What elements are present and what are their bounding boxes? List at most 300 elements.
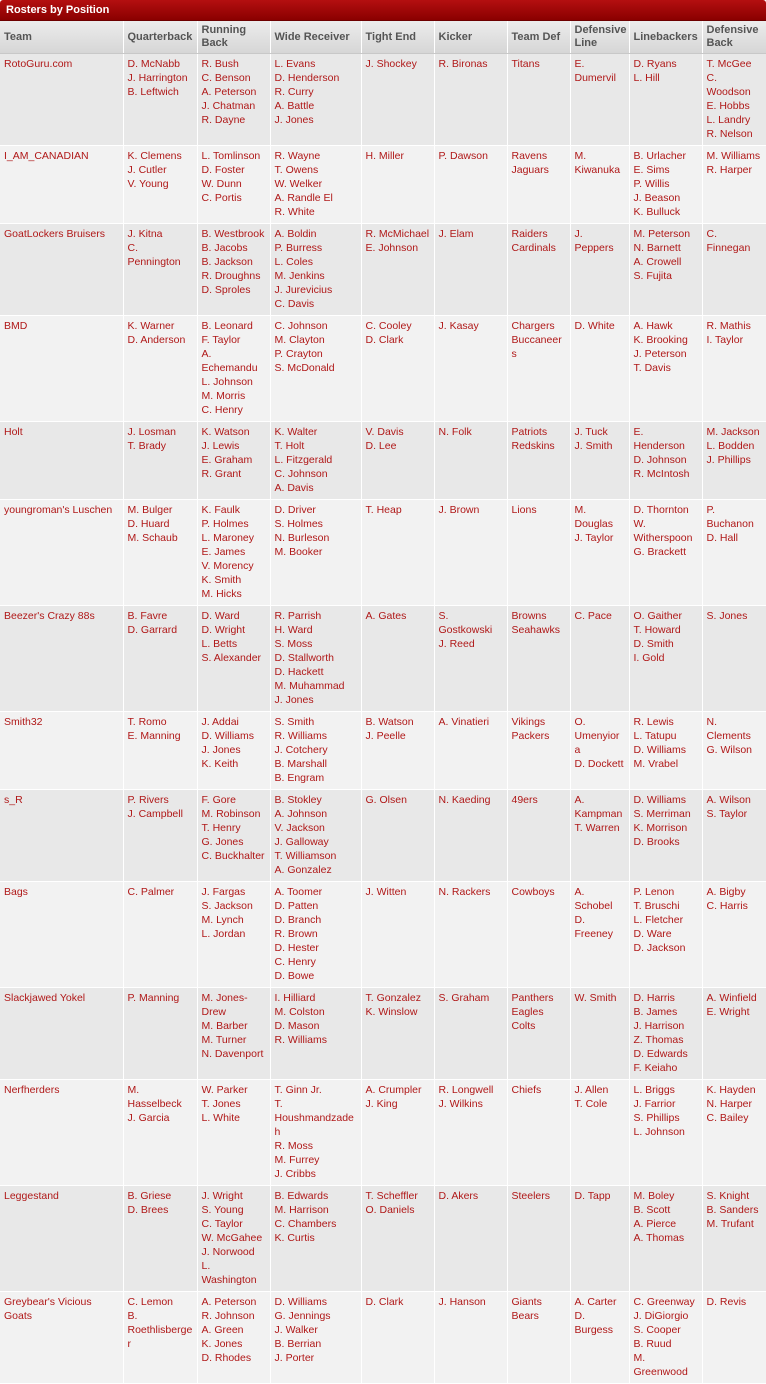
player-link[interactable]: J. Cutler — [127, 164, 167, 176]
player-link[interactable]: B. Watson — [365, 716, 414, 728]
player-link[interactable]: I. Hilliard — [274, 992, 316, 1004]
player-link[interactable]: B. Roethlisberger — [127, 1310, 193, 1350]
player-link[interactable]: M. Morris — [201, 390, 246, 402]
player-link[interactable]: T. Owens — [274, 164, 319, 176]
player-link[interactable]: P. Burress — [274, 242, 323, 254]
player-link[interactable]: A. Hawk — [633, 320, 673, 332]
player-link[interactable]: E. Sims — [633, 164, 670, 176]
player-link[interactable]: K. Hayden — [706, 1084, 756, 1096]
player-link[interactable]: J. Jones — [274, 694, 314, 706]
player-link[interactable]: J. Jones — [201, 744, 241, 756]
player-link[interactable]: J. Harrington — [127, 72, 188, 84]
player-link[interactable]: M. Jenkins — [274, 270, 325, 282]
player-link[interactable]: C. Palmer — [127, 886, 175, 898]
player-link[interactable]: D. Patten — [274, 900, 319, 912]
team-def-link[interactable]: Raiders — [511, 228, 548, 240]
player-link[interactable]: J. Peppers — [574, 228, 614, 254]
player-link[interactable]: B. Jacobs — [201, 242, 248, 254]
player-link[interactable]: P. Buchanon — [706, 504, 754, 530]
player-link[interactable]: N. Harper — [706, 1098, 753, 1110]
player-link[interactable]: M. Douglas — [574, 504, 614, 530]
player-link[interactable]: M. Harrison — [274, 1204, 329, 1216]
player-link[interactable]: D. Johnson — [633, 454, 687, 466]
player-link[interactable]: T. Gonzalez — [365, 992, 421, 1004]
player-link[interactable]: K. Brooking — [633, 334, 688, 346]
player-link[interactable]: D. Sproles — [201, 284, 251, 296]
player-link[interactable]: M. Peterson — [633, 228, 691, 240]
player-link[interactable]: L. Briggs — [633, 1084, 675, 1096]
player-link[interactable]: J. Shockey — [365, 58, 417, 70]
player-link[interactable]: T. Davis — [633, 362, 671, 374]
player-link[interactable]: A. Davis — [274, 482, 314, 494]
player-link[interactable]: K. Morrison — [633, 822, 688, 834]
player-link[interactable]: D. Huard — [127, 518, 170, 530]
player-link[interactable]: A. Schobel — [574, 886, 613, 912]
player-link[interactable]: S. Holmes — [274, 518, 323, 530]
player-link[interactable]: T. Williamson — [274, 850, 337, 862]
player-link[interactable]: T. Bruschi — [633, 900, 680, 912]
player-link[interactable]: R. Williams — [274, 730, 327, 742]
player-link[interactable]: H. Ward — [274, 624, 313, 636]
player-link[interactable]: L. Betts — [201, 638, 238, 650]
player-link[interactable]: C. Johnson — [274, 468, 328, 480]
player-link[interactable]: J. Campbell — [127, 808, 183, 820]
player-link[interactable]: M. Trufant — [706, 1218, 754, 1230]
team-def-link[interactable]: Vikings — [511, 716, 546, 728]
player-link[interactable]: J. Brown — [438, 504, 480, 516]
player-link[interactable]: E. Graham — [201, 454, 253, 466]
player-link[interactable]: A. Carter — [574, 1296, 617, 1308]
player-link[interactable]: B. Edwards — [274, 1190, 329, 1202]
player-link[interactable]: P. Lenon — [633, 886, 675, 898]
team-def-link[interactable]: Bears — [511, 1310, 539, 1322]
player-link[interactable]: C. Portis — [201, 192, 242, 204]
player-link[interactable]: R. Bush — [201, 58, 239, 70]
player-link[interactable]: S. Alexander — [201, 652, 262, 664]
player-link[interactable]: J. Peterson — [633, 348, 687, 360]
team-link[interactable]: Beezer's Crazy 88s — [4, 610, 95, 622]
player-link[interactable]: S. Fujita — [633, 270, 673, 282]
player-link[interactable]: S. Jones — [706, 610, 748, 622]
player-link[interactable]: S. Phillips — [633, 1112, 680, 1124]
player-link[interactable]: K. Warner — [127, 320, 175, 332]
player-link[interactable]: M. Turner — [201, 1034, 247, 1046]
player-link[interactable]: O. Umenyiora — [574, 716, 620, 756]
team-def-link[interactable]: Titans — [511, 58, 540, 70]
player-link[interactable]: D. Hester — [274, 942, 319, 954]
player-link[interactable]: D. Thornton — [633, 504, 689, 516]
player-link[interactable]: J. Wilkins — [438, 1098, 483, 1110]
player-link[interactable]: M. Vrabel — [633, 758, 679, 770]
player-link[interactable]: A. Kampman — [574, 794, 623, 820]
player-link[interactable]: C. Finnegan — [706, 228, 751, 254]
player-link[interactable]: M. Lynch — [201, 914, 244, 926]
team-link[interactable]: RotoGuru.com — [4, 58, 73, 70]
player-link[interactable]: B. Leonard — [201, 320, 253, 332]
player-link[interactable]: D. Freeney — [574, 914, 614, 940]
player-link[interactable]: A. Randle El — [274, 192, 333, 204]
player-link[interactable]: J. King — [365, 1098, 398, 1110]
player-link[interactable]: J. Taylor — [574, 532, 614, 544]
team-def-link[interactable]: Cowboys — [511, 886, 555, 898]
player-link[interactable]: T. Cole — [574, 1098, 608, 1110]
player-link[interactable]: D. Hackett — [274, 666, 324, 678]
player-link[interactable]: R. McMichael — [365, 228, 430, 240]
player-link[interactable]: L. White — [201, 1112, 241, 1124]
player-link[interactable]: J. Cribbs — [274, 1168, 316, 1180]
team-def-link[interactable]: Patriots — [511, 426, 548, 438]
player-link[interactable]: M. Boley — [633, 1190, 675, 1202]
player-link[interactable]: P. Manning — [127, 992, 180, 1004]
player-link[interactable]: G. Jennings — [274, 1310, 331, 1322]
player-link[interactable]: L. Evans — [274, 58, 316, 70]
player-link[interactable]: C. Cooley — [365, 320, 412, 332]
player-link[interactable]: W. McGahee — [201, 1232, 263, 1244]
player-link[interactable]: B. Stokley — [274, 794, 322, 806]
team-def-link[interactable]: Colts — [511, 1020, 536, 1032]
player-link[interactable]: T. Howard — [633, 624, 681, 636]
player-link[interactable]: R. Wayne — [274, 150, 321, 162]
player-link[interactable]: R. Harper — [706, 164, 753, 176]
player-link[interactable]: J. DiGiorgio — [633, 1310, 689, 1322]
player-link[interactable]: F. Keiaho — [633, 1062, 678, 1074]
player-link[interactable]: A. Battle — [274, 100, 315, 112]
player-link[interactable]: E. Wright — [706, 1006, 750, 1018]
player-link[interactable]: L. Jordan — [201, 928, 246, 940]
player-link[interactable]: D. Harris — [633, 992, 675, 1004]
player-link[interactable]: B. Jackson — [201, 256, 253, 268]
player-link[interactable]: B. Scott — [633, 1204, 671, 1216]
player-link[interactable]: J. Walker — [274, 1324, 318, 1336]
player-link[interactable]: C. Bailey — [706, 1112, 749, 1124]
team-link[interactable]: I_AM_CANADIAN — [4, 150, 89, 162]
player-link[interactable]: C. Johnson — [274, 320, 328, 332]
player-link[interactable]: D. Williams — [633, 744, 686, 756]
player-link[interactable]: E. Dumervil — [574, 58, 616, 84]
team-def-link[interactable]: Eagles — [511, 1006, 544, 1018]
player-link[interactable]: J. Galloway — [274, 836, 329, 848]
player-link[interactable]: J. Peelle — [365, 730, 406, 742]
player-link[interactable]: J. Witten — [365, 886, 407, 898]
player-link[interactable]: D. Rhodes — [201, 1352, 252, 1364]
player-link[interactable]: W. Parker — [201, 1084, 248, 1096]
player-link[interactable]: M. Jackson — [706, 426, 760, 438]
player-link[interactable]: D. Tapp — [574, 1190, 611, 1202]
team-link[interactable]: Nerfherders — [4, 1084, 60, 1096]
player-link[interactable]: J. Reed — [438, 638, 475, 650]
player-link[interactable]: P. Crayton — [274, 348, 323, 360]
player-link[interactable]: R. Curry — [274, 86, 314, 98]
player-link[interactable]: M. Bulger — [127, 504, 173, 516]
player-link[interactable]: B. Westbrook — [201, 228, 265, 240]
team-def-link[interactable]: Chiefs — [511, 1084, 542, 1096]
player-link[interactable]: M. Colston — [274, 1006, 325, 1018]
player-link[interactable]: B. Berrian — [274, 1338, 322, 1350]
team-link[interactable]: youngroman's Luschen — [4, 504, 113, 516]
team-def-link[interactable]: Ravens — [511, 150, 548, 162]
player-link[interactable]: K. Walter — [274, 426, 318, 438]
player-link[interactable]: T. Jones — [201, 1098, 241, 1110]
player-link[interactable]: W. Witherspoon — [633, 518, 693, 544]
team-def-link[interactable]: Packers — [511, 730, 550, 742]
player-link[interactable]: V. Davis — [365, 426, 404, 438]
player-link[interactable]: R. Brown — [274, 928, 318, 940]
player-link[interactable]: B. James — [633, 1006, 678, 1018]
team-def-link[interactable]: Buccaneers — [511, 334, 562, 360]
player-link[interactable]: D. Ryans — [633, 58, 677, 70]
player-link[interactable]: D. Henderson — [274, 72, 340, 84]
player-link[interactable]: D. Smith — [633, 638, 674, 650]
player-link[interactable]: M. Hicks — [201, 588, 242, 600]
player-link[interactable]: J. Porter — [274, 1352, 315, 1364]
player-link[interactable]: P. Dawson — [438, 150, 488, 162]
player-link[interactable]: S. Knight — [706, 1190, 750, 1202]
player-link[interactable]: J. Kasay — [438, 320, 479, 332]
player-link[interactable]: D. Akers — [438, 1190, 479, 1202]
player-link[interactable]: A. Green — [201, 1324, 244, 1336]
player-link[interactable]: A. Crumpler — [365, 1084, 422, 1096]
player-link[interactable]: P. Rivers — [127, 794, 169, 806]
player-link[interactable]: N. Burleson — [274, 532, 330, 544]
player-link[interactable]: T. Warren — [574, 822, 620, 834]
player-link[interactable]: D. White — [574, 320, 615, 332]
player-link[interactable]: R. Parrish — [274, 610, 322, 622]
player-link[interactable]: J. Jurevicius — [274, 284, 333, 296]
player-link[interactable]: J. Elam — [438, 228, 474, 240]
player-link[interactable]: L. Johnson — [633, 1126, 685, 1138]
team-def-link[interactable]: Panthers — [511, 992, 554, 1004]
player-link[interactable]: S. Merriman — [633, 808, 691, 820]
player-link[interactable]: S. McDonald — [274, 362, 335, 374]
player-link[interactable]: K. Keith — [201, 758, 239, 770]
player-link[interactable]: C. Pace — [574, 610, 612, 622]
player-link[interactable]: D. Hall — [706, 532, 739, 544]
player-link[interactable]: J. Kitna — [127, 228, 163, 240]
player-link[interactable]: S. Moss — [274, 638, 313, 650]
player-link[interactable]: P. Holmes — [201, 518, 249, 530]
player-link[interactable]: T. McGee — [706, 58, 752, 70]
player-link[interactable]: W. Welker — [274, 178, 323, 190]
team-def-link[interactable]: Chargers — [511, 320, 555, 332]
team-link[interactable]: Bags — [4, 886, 28, 898]
player-link[interactable]: D. Clark — [365, 1296, 404, 1308]
player-link[interactable]: D. Revis — [706, 1296, 747, 1308]
player-link[interactable]: T. Romo — [127, 716, 167, 728]
player-link[interactable]: B. Ruud — [633, 1338, 672, 1350]
player-link[interactable]: G. Olsen — [365, 794, 407, 806]
player-link[interactable]: A. Vinatieri — [438, 716, 490, 728]
player-link[interactable]: D. Driver — [274, 504, 316, 516]
player-link[interactable]: A. Peterson — [201, 1296, 257, 1308]
team-link[interactable]: s_R — [4, 794, 23, 806]
player-link[interactable]: J. Norwood — [201, 1246, 255, 1258]
player-link[interactable]: D. Foster — [201, 164, 245, 176]
player-link[interactable]: K. Jones — [201, 1338, 243, 1350]
player-link[interactable]: N. Rackers — [438, 886, 491, 898]
player-link[interactable]: N. Kaeding — [438, 794, 491, 806]
player-link[interactable]: T. Holt — [274, 440, 305, 452]
player-link[interactable]: G. Jones — [201, 836, 244, 848]
player-link[interactable]: A. Toomer — [274, 886, 323, 898]
player-link[interactable]: J. Chatman — [201, 100, 256, 112]
team-def-link[interactable]: Seahawks — [511, 624, 560, 636]
player-link[interactable]: E. Henderson — [633, 426, 685, 452]
player-link[interactable]: C. Lemon — [127, 1296, 174, 1308]
player-link[interactable]: R. Longwell — [438, 1084, 494, 1096]
team-link[interactable]: Leggestand — [4, 1190, 59, 1202]
player-link[interactable]: C. Greenway — [633, 1296, 695, 1308]
player-link[interactable]: A. Thomas — [633, 1232, 685, 1244]
player-link[interactable]: J. Beason — [633, 192, 681, 204]
team-link[interactable]: Smith32 — [4, 716, 43, 728]
player-link[interactable]: R. McIntosh — [633, 468, 690, 480]
team-def-link[interactable]: Giants — [511, 1296, 542, 1308]
player-link[interactable]: C. Henry — [201, 404, 243, 416]
player-link[interactable]: M. Muhammad — [274, 680, 345, 692]
player-link[interactable]: L. Bodden — [706, 440, 755, 452]
player-link[interactable]: P. Willis — [633, 178, 670, 190]
player-link[interactable]: C. Henry — [274, 956, 316, 968]
player-link[interactable]: J. Allen — [574, 1084, 609, 1096]
player-link[interactable]: C. Benson — [201, 72, 251, 84]
player-link[interactable]: V. Jackson — [274, 822, 325, 834]
player-link[interactable]: S. Smith — [274, 716, 315, 728]
player-link[interactable]: I. Gold — [633, 652, 665, 664]
player-link[interactable]: R. Mathis — [706, 320, 751, 332]
player-link[interactable]: A. Peterson — [201, 86, 257, 98]
player-link[interactable]: R. Nelson — [706, 128, 753, 140]
player-link[interactable]: D. Brees — [127, 1204, 169, 1216]
player-link[interactable]: D. Ward — [201, 610, 240, 622]
player-link[interactable]: O. Gaither — [633, 610, 682, 622]
player-link[interactable]: S. Graham — [438, 992, 490, 1004]
player-link[interactable]: D. Williams — [274, 1296, 327, 1308]
player-link[interactable]: L. Maroney — [201, 532, 255, 544]
player-link[interactable]: A. Boldin — [274, 228, 317, 240]
player-link[interactable]: D. Branch — [274, 914, 322, 926]
player-link[interactable]: D. Ware — [633, 928, 672, 940]
player-link[interactable]: C. Pennington — [127, 242, 181, 268]
player-link[interactable]: C. Buckhalter — [201, 850, 265, 862]
player-link[interactable]: D. Dockett — [574, 758, 624, 770]
player-link[interactable]: A. Gates — [365, 610, 407, 622]
player-link[interactable]: R. Lewis — [633, 716, 674, 728]
player-link[interactable]: I. Taylor — [706, 334, 744, 346]
player-link[interactable]: D. Bowe — [274, 970, 315, 982]
player-link[interactable]: J. Wright — [201, 1190, 243, 1202]
player-link[interactable]: R. Johnson — [201, 1310, 255, 1322]
player-link[interactable]: S. Jackson — [201, 900, 253, 912]
player-link[interactable]: A. Johnson — [274, 808, 328, 820]
player-link[interactable]: C. Woodson — [706, 72, 751, 98]
player-link[interactable]: M. Barber — [201, 1020, 248, 1032]
player-link[interactable]: C. Taylor — [201, 1218, 243, 1230]
player-link[interactable]: E. Manning — [127, 730, 181, 742]
player-link[interactable]: J. Harrison — [633, 1020, 685, 1032]
player-link[interactable]: D. Garrard — [127, 624, 178, 636]
player-link[interactable]: D. Brooks — [633, 836, 680, 848]
player-link[interactable]: B. Urlacher — [633, 150, 687, 162]
player-link[interactable]: D. McNabb — [127, 58, 181, 70]
player-link[interactable]: N. Folk — [438, 426, 472, 438]
player-link[interactable]: T. Houshmandzadeh — [274, 1098, 354, 1138]
player-link[interactable]: F. Taylor — [201, 334, 241, 346]
player-link[interactable]: D. Mason — [274, 1020, 320, 1032]
player-link[interactable]: L. Tomlinson — [201, 150, 261, 162]
player-link[interactable]: B. Griese — [127, 1190, 172, 1202]
player-link[interactable]: J. Losman — [127, 426, 176, 438]
player-link[interactable]: L. Fitzgerald — [274, 454, 333, 466]
team-def-link[interactable]: Cardinals — [511, 242, 556, 254]
player-link[interactable]: S. Cooper — [633, 1324, 681, 1336]
player-link[interactable]: K. Smith — [201, 574, 242, 586]
player-link[interactable]: S. Gostkowski — [438, 610, 493, 636]
player-link[interactable]: C. Chambers — [274, 1218, 337, 1230]
player-link[interactable]: M. Hasselbeck — [127, 1084, 182, 1110]
player-link[interactable]: L. Landry — [706, 114, 751, 126]
player-link[interactable]: L. Coles — [274, 256, 314, 268]
player-link[interactable]: K. Faulk — [201, 504, 241, 516]
team-link[interactable]: Holt — [4, 426, 23, 438]
player-link[interactable]: D. Lee — [365, 440, 397, 452]
player-link[interactable]: E. Johnson — [365, 242, 419, 254]
team-link[interactable]: GoatLockers Bruisers — [4, 228, 105, 240]
player-link[interactable]: N. Davenport — [201, 1048, 264, 1060]
player-link[interactable]: J. Fargas — [201, 886, 246, 898]
player-link[interactable]: B. Sanders — [706, 1204, 759, 1216]
player-link[interactable]: G. Brackett — [633, 546, 687, 558]
player-link[interactable]: A. Echemandu — [201, 348, 258, 374]
player-link[interactable]: S. Taylor — [706, 808, 748, 820]
player-link[interactable]: B. Marshall — [274, 758, 328, 770]
player-link[interactable]: J. Cotchery — [274, 744, 328, 756]
player-link[interactable]: J. Tuck — [574, 426, 608, 438]
player-link[interactable]: J. Jones — [274, 114, 314, 126]
player-link[interactable]: A. Pierce — [633, 1218, 677, 1230]
player-link[interactable]: B. Leftwich — [127, 86, 179, 98]
player-link[interactable]: M. Schaub — [127, 532, 178, 544]
player-link[interactable]: R. Williams — [274, 1034, 327, 1046]
player-link[interactable]: R. White — [274, 206, 315, 218]
team-def-link[interactable]: 49ers — [511, 794, 538, 806]
player-link[interactable]: R. Bironas — [438, 58, 488, 70]
player-link[interactable]: L. Washington — [201, 1260, 257, 1286]
player-link[interactable]: E. Hobbs — [706, 100, 750, 112]
player-link[interactable]: S. Young — [201, 1204, 244, 1216]
player-link[interactable]: A. Wilson — [706, 794, 751, 806]
player-link[interactable]: M. Booker — [274, 546, 323, 558]
player-link[interactable]: K. Bulluck — [633, 206, 681, 218]
team-def-link[interactable]: Redskins — [511, 440, 555, 452]
player-link[interactable]: A. Gonzalez — [274, 864, 332, 876]
player-link[interactable]: M. Jones-Drew — [201, 992, 248, 1018]
player-link[interactable]: A. Crowell — [633, 256, 682, 268]
player-link[interactable]: D. Anderson — [127, 334, 186, 346]
player-link[interactable]: F. Gore — [201, 794, 236, 806]
player-link[interactable]: K. Clemens — [127, 150, 182, 162]
player-link[interactable]: W. Smith — [574, 992, 617, 1004]
player-link[interactable]: B. Favre — [127, 610, 168, 622]
player-link[interactable]: D. Clark — [365, 334, 404, 346]
player-link[interactable]: D. Williams — [201, 730, 254, 742]
player-link[interactable]: T. Brady — [127, 440, 167, 452]
player-link[interactable]: V. Morency — [201, 560, 254, 572]
player-link[interactable]: N. Clements — [706, 716, 751, 742]
player-link[interactable]: D. Jackson — [633, 942, 686, 954]
team-def-link[interactable]: Jaguars — [511, 164, 549, 176]
player-link[interactable]: K. Curtis — [274, 1232, 315, 1244]
player-link[interactable]: L. Hill — [633, 72, 660, 84]
